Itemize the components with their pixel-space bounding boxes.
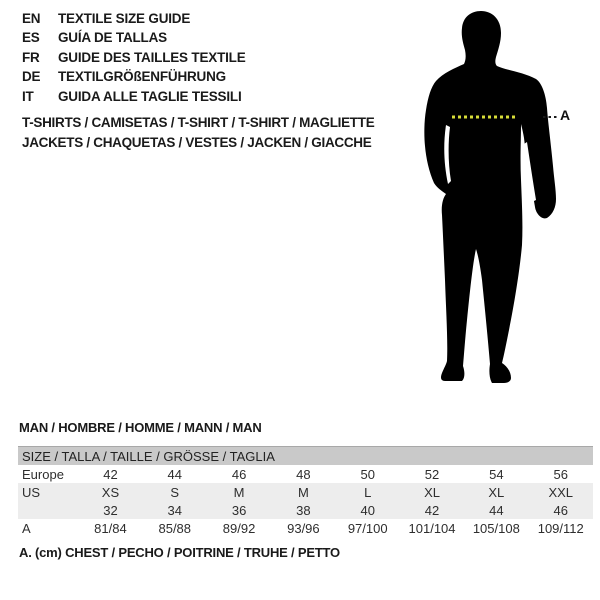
table-cell: 81/84 xyxy=(94,520,127,536)
measurement-footnote: A. (cm) CHEST / PECHO / POITRINE / TRUHE / PETTO xyxy=(19,545,340,560)
table-cell: 34 xyxy=(143,501,207,519)
table-cell: 44 xyxy=(167,466,182,482)
table-cell: 52 xyxy=(424,466,440,482)
lang-code: EN xyxy=(22,11,41,26)
table-cell: 46 xyxy=(528,501,593,519)
lang-row-en xyxy=(22,9,246,28)
table-cell: XL xyxy=(400,483,464,501)
language-title-list xyxy=(22,9,246,106)
category-line-jackets: JACKETS / CHAQUETAS / VESTES / JACKEN / GIACCHE xyxy=(22,135,372,150)
table-row-us-numbers xyxy=(18,501,593,519)
size-table xyxy=(18,446,593,537)
table-row-us-letters xyxy=(18,483,593,501)
lang-row-it xyxy=(22,87,246,106)
table-cell: 97/100 xyxy=(347,520,388,536)
man-silhouette-svg xyxy=(405,0,600,400)
row-label: US xyxy=(18,483,78,501)
table-cell: L xyxy=(336,483,400,501)
size-table-header: SIZE / TALLA / TAILLE / GRÖSSE / TAGLIA xyxy=(18,447,593,466)
row-label: A xyxy=(22,520,31,536)
table-cell: S xyxy=(143,483,207,501)
table-cell: 36 xyxy=(207,501,271,519)
man-silhouette-figure xyxy=(405,0,600,400)
table-cell: M xyxy=(271,483,335,501)
table-cell: 85/88 xyxy=(158,520,192,536)
table-cell: XXL xyxy=(528,483,593,501)
category-line-tshirts: T-SHIRTS / CAMISETAS / T-SHIRT / T-SHIRT / MAGLIETTE xyxy=(22,115,375,130)
lang-code: DE xyxy=(22,69,41,85)
table-row-chest-cm xyxy=(18,519,593,537)
table-cell: M xyxy=(207,483,271,501)
row-label: Europe xyxy=(22,466,64,482)
table-cell: 42 xyxy=(103,466,118,482)
lang-row-es xyxy=(22,28,246,47)
lang-label: TEXTILE SIZE GUIDE xyxy=(58,11,191,26)
size-table-header-row xyxy=(18,447,593,466)
lang-label: GUIDE DES TAILLES TEXTILE xyxy=(58,49,246,65)
lang-code: ES xyxy=(22,30,40,46)
table-cell: 40 xyxy=(336,501,400,519)
measurement-a-label: A xyxy=(560,107,571,123)
garment-categories xyxy=(22,113,374,153)
lang-label: GUÍA DE TALLAS xyxy=(58,30,167,46)
table-cell: 101/104 xyxy=(408,520,456,536)
table-cell: 89/92 xyxy=(222,520,256,536)
table-cell: 32 xyxy=(78,501,142,519)
table-cell: 48 xyxy=(296,466,311,482)
lang-label: GUIDA ALLE TAGLIE TESSILI xyxy=(58,88,242,104)
table-cell: 109/112 xyxy=(537,520,584,536)
table-cell: XL xyxy=(464,483,528,501)
table-cell: 46 xyxy=(231,466,247,482)
man-silhouette xyxy=(424,11,556,383)
lang-code: FR xyxy=(22,49,40,65)
table-cell: 38 xyxy=(271,501,335,519)
table-cell: 56 xyxy=(553,466,568,482)
lang-row-fr xyxy=(22,48,246,67)
table-cell: 44 xyxy=(464,501,528,519)
man-section-heading: MAN / HOMBRE / HOMME / MANN / MAN xyxy=(19,420,262,435)
lang-code: IT xyxy=(22,88,34,104)
table-cell: XS xyxy=(78,483,142,501)
lang-row-de xyxy=(22,67,246,86)
table-cell: 105/108 xyxy=(472,520,520,536)
table-cell: 50 xyxy=(360,466,375,482)
table-row-europe xyxy=(18,465,593,483)
lang-label: TEXTILGRÖßENFÜHRUNG xyxy=(58,69,226,85)
row-label xyxy=(18,501,78,519)
table-cell: 42 xyxy=(400,501,464,519)
table-cell: 54 xyxy=(489,466,504,482)
table-cell: 93/96 xyxy=(287,520,320,536)
